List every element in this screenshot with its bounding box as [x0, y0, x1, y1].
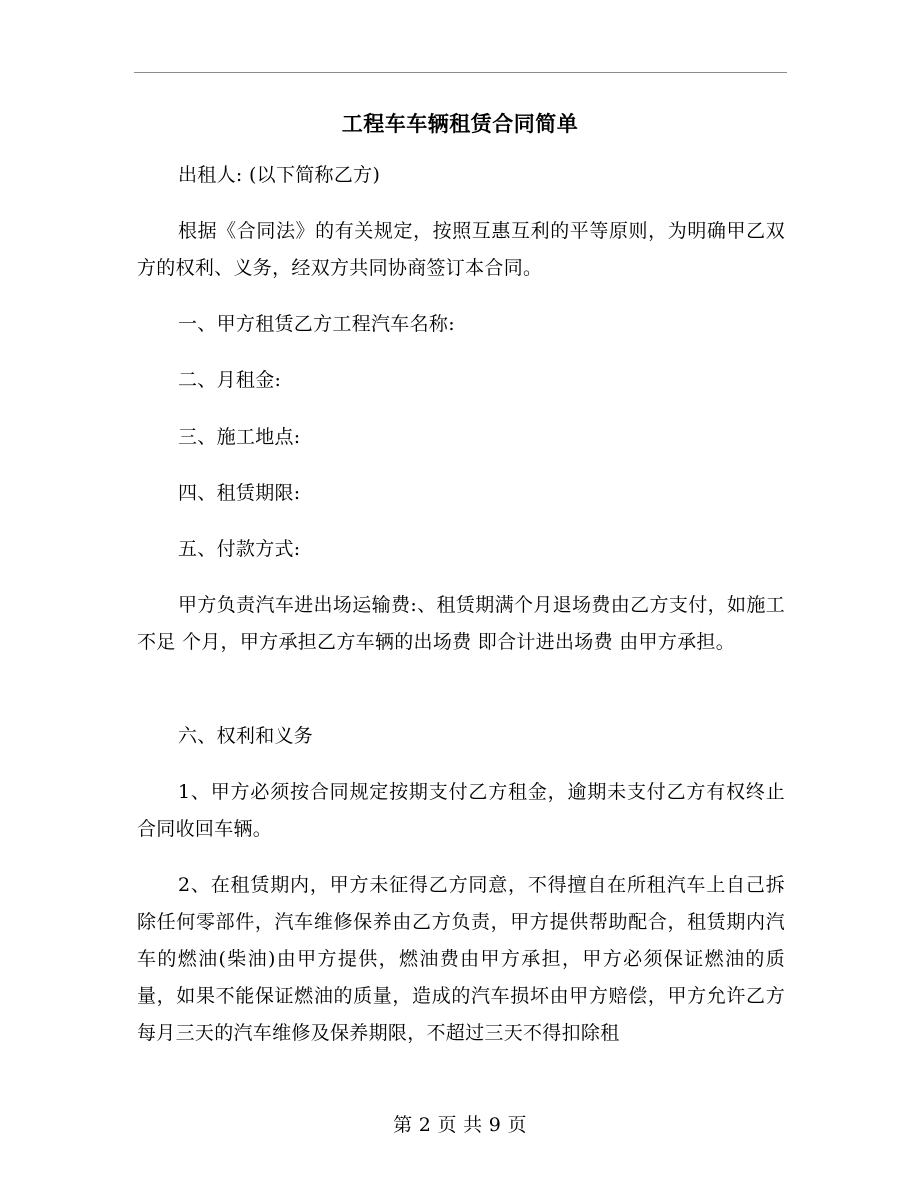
preamble-paragraph: 根据《合同法》的有关规定，按照互惠互利的平等原则，为明确甲乙双方的权利、义务，经双方共同协商签订本合同。: [137, 220, 785, 279]
obligation-1-paragraph: 1、甲方必须按合同规定按期支付乙方租金，逾期未支付乙方有权终止合同收回车辆。: [137, 781, 785, 840]
lessor-line: 出租人: (以下简称乙方): [178, 164, 381, 186]
document-title: 工程车车辆租赁合同简单: [341, 111, 579, 136]
clause-4-lease-term: 四、租赁期限:: [178, 482, 301, 504]
header-rule: [134, 72, 787, 73]
clause-6-rights-obligations: 六、权利和义务: [178, 725, 314, 747]
transport-fee-paragraph: 甲方负责汽车进出场运输费:、租赁期满个月退场费由乙方支付，如施工不足 个月，甲方承担乙方车辆的出场费 即合计进出场费 由甲方承担。: [137, 594, 785, 653]
clause-3-site-location: 三、施工地点:: [178, 426, 301, 448]
clause-5-payment-method: 五、付款方式:: [178, 538, 301, 560]
clause-2-monthly-rent: 二、月租金:: [178, 369, 282, 391]
obligation-2-paragraph: 2、在租赁期内，甲方未征得乙方同意，不得擅自在所租汽车上自己拆除任何零部件，汽车维修保养由乙方负责，甲方提供帮助配合，租赁期内汽车的燃油(柴油)由甲方提供，燃油费由甲方承担，甲方必须保证燃油的质量，如果不能保证燃油的质量，造成的汽车损坏由甲方赔偿，甲方允许乙方每月三天的汽车维修及保养期限，不超过三天不得扣除租: [137, 874, 785, 1044]
clause-1-vehicle-name: 一、甲方租赁乙方工程汽车名称:: [178, 313, 455, 335]
page-number-footer: 第 2 页 共 9 页: [393, 1114, 527, 1136]
